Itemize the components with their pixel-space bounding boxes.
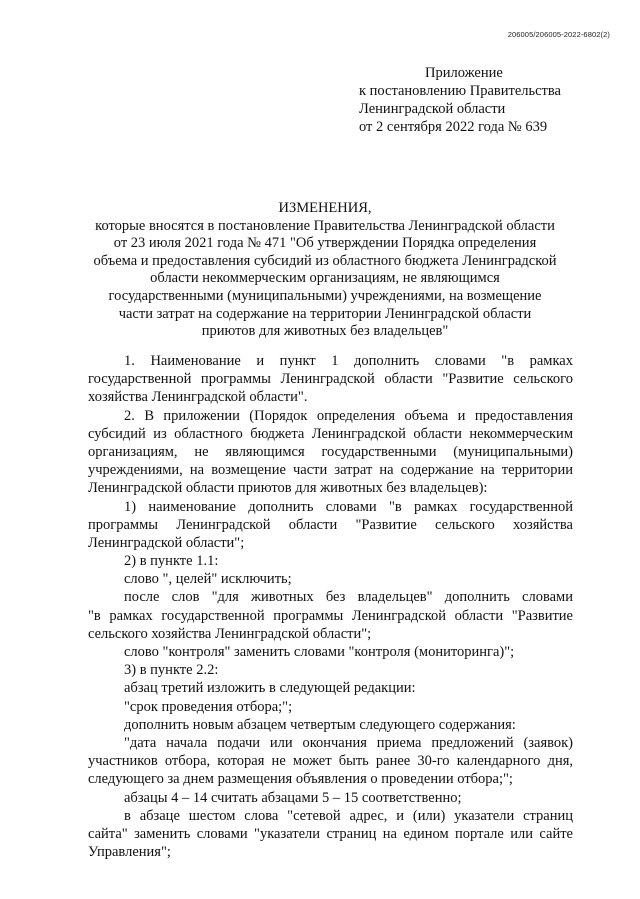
appendix-line: от 2 сентября 2022 года № 639: [359, 119, 548, 135]
body-line: Управления";: [88, 844, 171, 861]
document-title: [60, 200, 590, 341]
body-line: участников отбора, которая не может быть ранее 30-го календарного дня,: [88, 753, 573, 770]
appendix-line: Приложение: [425, 65, 503, 81]
body-line: Ленинградской области";: [88, 534, 245, 551]
title-line: государственными (муниципальными) учреждениями, на возмещение: [108, 287, 542, 304]
body-line: абзац третий изложить в следующей редакции:: [124, 680, 416, 697]
body-line: следующего за днем размещения объявления о проведении отбора;";: [88, 771, 513, 788]
body-line: 1) наименование дополнить словами "в рамках государственной: [124, 498, 573, 515]
appendix-reference: [359, 64, 561, 136]
body-line: учреждениями, на возмещение части затрат на содержание на территории: [88, 462, 573, 479]
body-line: после слов "для животных без владельцев" дополнить словами: [124, 589, 573, 606]
body-line: программы Ленинградской области "Развитие сельского хозяйства: [88, 516, 573, 533]
body-line: 2. В приложении (Порядок определения объема и предоставления: [124, 407, 573, 424]
title-line: части затрат на содержание на территории Ленинградской области: [118, 305, 532, 322]
body-line: Ленинградской области приютов для животных без владельцев):: [88, 480, 488, 497]
body-line: хозяйства Ленинградской области".: [88, 389, 308, 406]
title-line: от 23 июля 2021 года № 471 "Об утверждении Порядка определения: [113, 235, 537, 252]
title-line: приютов для животных без владельцев": [201, 323, 449, 340]
title-line: которые вносятся в постановление Правительства Ленинградской области: [95, 217, 555, 234]
body-line: 3) в пункте 2.2:: [124, 662, 219, 679]
body-line: сельского хозяйства Ленинградской области";: [88, 625, 372, 642]
title-heading: ИЗМЕНЕНИЯ,: [278, 200, 372, 216]
title-line: объема и предоставления субсидий из областного бюджета Ленинградской: [93, 252, 557, 269]
body-line: слово "контроля" заменить словами "контроля (мониторинга)";: [124, 644, 515, 660]
title-line: области некоммерческим организациям, не являющимся: [150, 270, 500, 287]
body-line: в абзаце шестом слова "сетевой адрес, и (или) указатели страниц: [124, 807, 573, 824]
body-line: 2) в пункте 1.1:: [124, 553, 219, 570]
body-line: абзацы 4 – 14 считать абзацами 5 – 15 соответственно;: [124, 789, 462, 806]
document-id: 206005/206005-2022-6802(2): [507, 30, 610, 39]
document-body: [88, 352, 573, 861]
body-line: "дата начала подачи или окончания приема предложений (заявок): [124, 734, 573, 751]
body-line: слово ", целей" исключить;: [124, 571, 292, 588]
body-line: организациям, не являющимся государственными (муниципальными): [88, 443, 573, 460]
body-line: 1. Наименование и пункт 1 дополнить словами "в рамках: [124, 353, 573, 369]
body-line: сайта" заменить словами "указатели страниц на едином портале или сайте: [88, 825, 573, 842]
appendix-line: к постановлению Правительства: [359, 83, 561, 99]
body-line: дополнить новым абзацем четвертым следующего содержания:: [124, 716, 516, 733]
body-line: государственной программы Ленинградской области "Развитие сельского: [88, 371, 573, 388]
appendix-line: Ленинградской области: [359, 101, 506, 117]
body-line: субсидий из областного бюджета Ленинградской области некоммерческим: [88, 425, 573, 442]
body-line: "срок проведения отбора;";: [124, 698, 293, 715]
body-line: "в рамках государственной программы Ленинградской области "Развитие: [88, 607, 573, 624]
